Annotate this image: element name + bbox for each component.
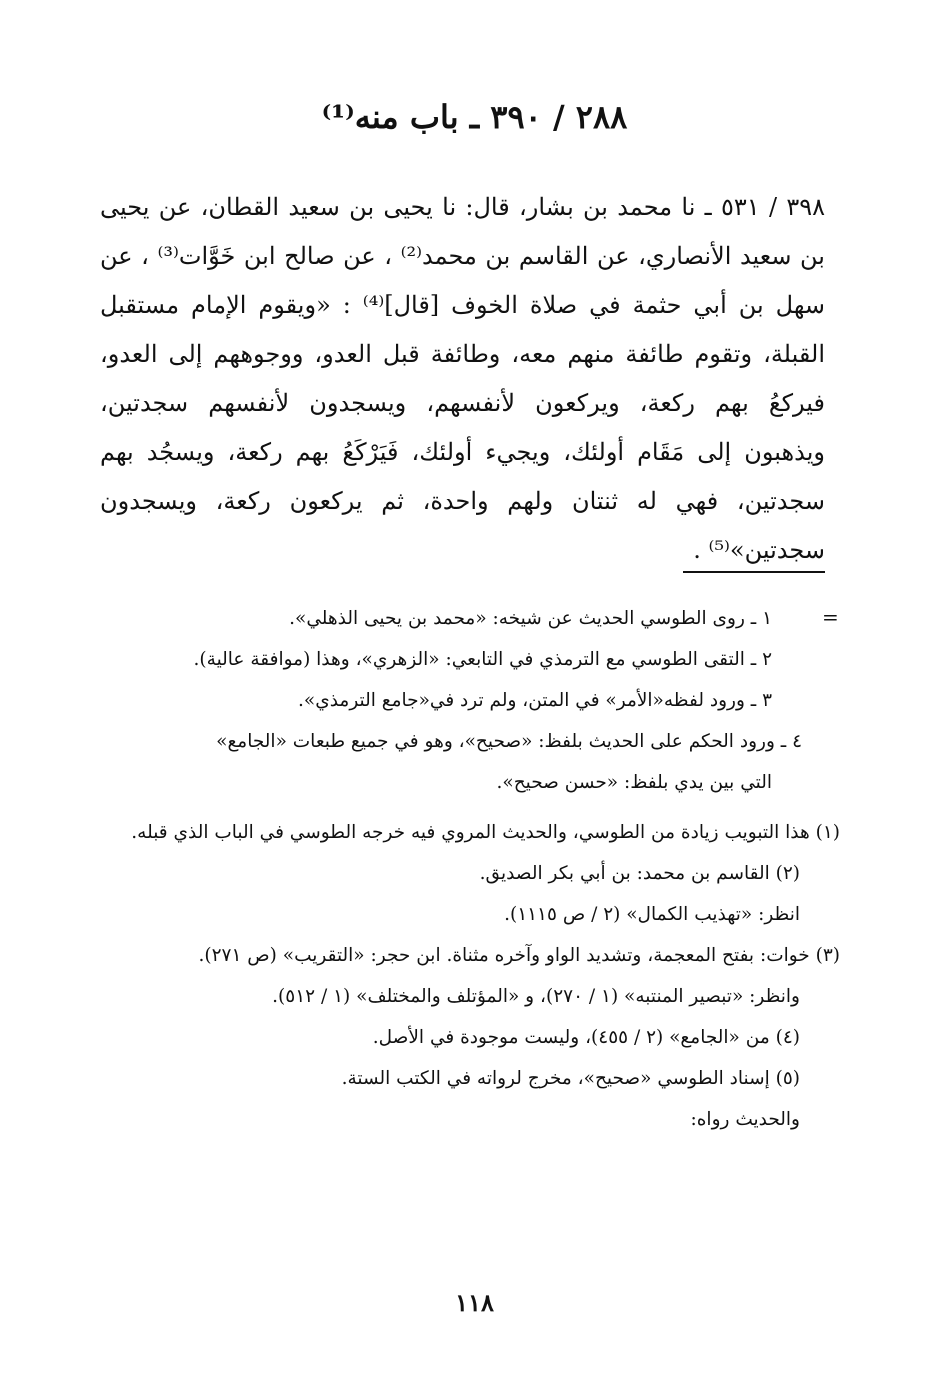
- note-item: ٢ ـ التقى الطوسي مع الترمذي في التابعي: «الزهري»، وهذا (موافقة عالية).: [193, 649, 772, 670]
- hadith-text: ٣٩٨ / ٥٣١ ـ نا محمد بن بشار، قال: نا يحيى بن سعيد القطان، عن يحيى بن سعيد الأنصاري، عن القاسم بن محمد⁽²⁾ ، عن صالح ابن خَوَّات⁽³⁾ ، عن سهل بن أبي حثمة في صلاة الخوف [قال]⁽⁴⁾ : «ويقوم الإمام مستقبل القبلة، وتقوم طائفة منهم معه، وطائفة قبل العدو، ووجوههم إلى العدو، فيركعُ بهم ركعة، ويركعون لأنفسهم، ويسجدون لأنفسهم سجدتين، ويذهبون إلى مَقَام أولئك، ويجيء أولئك، فَيَرْكَعُ بهم ركعة، ويسجُد بهم سجدتين، فهي له ثنتان ولهم واحدة، ثم يركعون ركعة، ويسجدون سجدتين»⁽⁵⁾ .: [100, 193, 826, 564]
- footnote-2: (٢) القاسم بن محمد: بن أبي بكر الصديق.: [479, 863, 800, 884]
- footnote-4: (٤) من «الجامع» (٢ / ٤٥٥)، وليست موجودة في الأصل.: [372, 1027, 800, 1048]
- footnote-5-continuation: والحديث رواه:: [690, 1109, 800, 1130]
- footnotes: [105, 812, 840, 1140]
- note-item-continuation: التي بين يدي بلفظ: «حسن صحيح».: [496, 772, 772, 793]
- footnote-separator: [683, 571, 825, 573]
- continuation-mark: =: [822, 605, 839, 629]
- footnote-3-ref: وانظر: «تبصير المنتبه» (١ / ٢٧٠)، و «المؤتلف والمختلف» (١ / ٥١٢).: [272, 986, 800, 1007]
- footnote-1: (١) هذا التبويب زيادة من الطوسي، والحديث المروي فيه خرجه الطوسي في الباب الذي قبله.: [131, 822, 840, 843]
- note-item: ٤ ـ ورود الحكم على الحديث بلفظ: «صحيح»، وهو في جميع طبعات «الجامع»: [216, 731, 802, 752]
- page-number: ١١٨: [455, 1288, 494, 1317]
- footnote-5: (٥) إسناد الطوسي «صحيح»، مخرج لرواته في الكتب الستة.: [341, 1068, 800, 1089]
- footnote-2-ref: انظر: «تهذيب الكمال» (٢ / ص ١١١٥).: [504, 904, 800, 925]
- footnote-3: (٣) خوات: بفتح المعجمة، وتشديد الواو وآخره مثناة. ابن حجر: «التقريب» (ص ٢٧١).: [198, 945, 840, 966]
- hadith-body: [100, 183, 825, 575]
- note-item: ٣ ـ ورود لفظه«الأمر» في المتن، ولم ترد في«جامع الترمذي».: [298, 690, 772, 711]
- note-item: ١ ـ روى الطوسي الحديث عن شيخه: «محمد بن يحيى الذهلي».: [289, 608, 772, 629]
- chapter-title: ٢٨٨ / ٣٩٠ ـ باب منه⁽¹⁾: [321, 98, 628, 136]
- notes-list: [105, 598, 812, 803]
